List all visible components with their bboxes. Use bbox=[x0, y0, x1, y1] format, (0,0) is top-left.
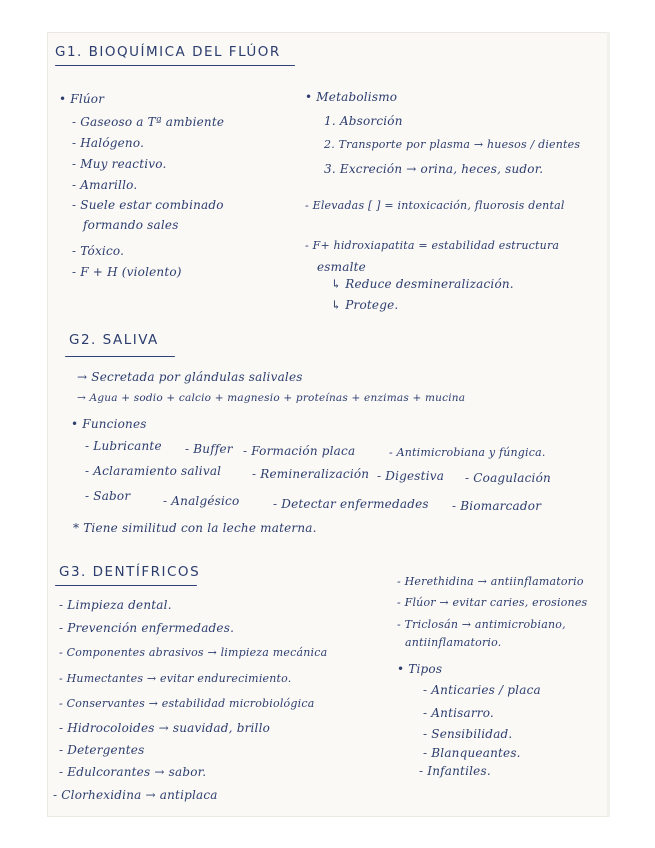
g3-left-line: - Clorhexidina → antiplaca bbox=[53, 788, 218, 802]
g2-function: - Antimicrobiana y fúngica. bbox=[389, 446, 546, 459]
g1-right-line: esmalte bbox=[317, 260, 366, 274]
g3-right-line: - Infantiles. bbox=[419, 764, 491, 778]
g1-left-line: - Halógeno. bbox=[72, 136, 145, 150]
g3-left-line: - Hidrocoloides → suavidad, brillo bbox=[59, 721, 271, 735]
g2-function: - Lubricante bbox=[85, 439, 162, 453]
g2-function: - Aclaramiento salival bbox=[85, 464, 222, 478]
g1-left-line: • Flúor bbox=[59, 92, 105, 106]
g1-left-line: formando sales bbox=[83, 218, 179, 232]
g1-left-line: - Tóxico. bbox=[72, 244, 125, 258]
g1-left-line: - Gaseoso a Tª ambiente bbox=[72, 115, 225, 129]
g1-right-line: 2. Transporte por plasma → huesos / dientes bbox=[324, 138, 581, 151]
g2-note: * Tiene similitud con la leche materna. bbox=[73, 521, 317, 535]
g3-left-line: - Componentes abrasivos → limpieza mecánica bbox=[59, 646, 328, 659]
g3-right-line: - Blanqueantes. bbox=[423, 746, 521, 760]
g2-line: • Funciones bbox=[71, 417, 147, 431]
g3-left-line: - Conservantes → estabilidad microbiológica bbox=[59, 697, 315, 710]
g1-right-line: 3. Excreción → orina, heces, sudor. bbox=[324, 162, 544, 176]
g3-title-underline bbox=[55, 585, 197, 586]
g3-right-line: - Triclosán → antimicrobiano, bbox=[397, 618, 566, 631]
g2-line: → Agua + sodio + calcio + magnesio + proteínas + enzimas + mucina bbox=[77, 392, 466, 404]
notes-page bbox=[47, 32, 610, 817]
g1-left-line: - Suele estar combinado bbox=[72, 198, 224, 212]
g2-title-underline bbox=[65, 356, 175, 357]
g2-function: - Buffer bbox=[185, 442, 233, 456]
g3-left-line: - Detergentes bbox=[59, 743, 145, 757]
g2-function: - Formación placa bbox=[243, 444, 356, 458]
g3-right-line: antiinflamatorio. bbox=[405, 636, 502, 649]
g2-function: - Coagulación bbox=[465, 471, 551, 485]
g1-title: G1. BIOQUÍMICA DEL FLÚOR bbox=[55, 44, 281, 60]
g3-right-line: - Herethidina → antiinflamatorio bbox=[397, 575, 584, 588]
g2-title: G2. SALIVA bbox=[69, 332, 159, 348]
page-edge bbox=[607, 32, 610, 817]
g3-right-line: - Anticaries / placa bbox=[423, 683, 541, 697]
g2-line: → Secretada por glándulas salivales bbox=[77, 370, 303, 384]
g3-right-line: - Antisarro. bbox=[423, 706, 494, 720]
g2-function: - Detectar enfermedades bbox=[273, 497, 429, 511]
g1-left-line: - F + H (violento) bbox=[72, 265, 182, 279]
g1-right-line: ↳ Protege. bbox=[331, 298, 399, 312]
g1-right-line: ↳ Reduce desmineralización. bbox=[331, 277, 514, 291]
g1-right-line: 1. Absorción bbox=[324, 114, 403, 128]
g3-left-line: - Prevención enfermedades. bbox=[59, 621, 235, 635]
g1-title-underline bbox=[55, 65, 295, 66]
g3-right-line: - Flúor → evitar caries, erosiones bbox=[397, 596, 588, 609]
g1-right-line: - F+ hidroxiapatita = estabilidad estructura bbox=[305, 239, 560, 252]
g3-title: G3. DENTÍFRICOS bbox=[59, 564, 201, 580]
g1-right-line: - Elevadas [ ] = intoxicación, fluorosis dental bbox=[305, 199, 565, 212]
g3-right-line: - Sensibilidad. bbox=[423, 727, 513, 741]
g3-left-line: - Limpieza dental. bbox=[59, 598, 172, 612]
g3-left-line: - Edulcorantes → sabor. bbox=[59, 765, 207, 779]
g1-left-line: - Muy reactivo. bbox=[72, 157, 167, 171]
g1-left-line: - Amarillo. bbox=[72, 178, 138, 192]
g1-right-line: • Metabolismo bbox=[305, 90, 398, 104]
g3-right-line: • Tipos bbox=[397, 662, 443, 676]
g2-function: - Remineralización bbox=[252, 467, 370, 481]
g2-function: - Sabor bbox=[85, 489, 131, 503]
g2-function: - Biomarcador bbox=[452, 499, 542, 513]
g2-function: - Digestiva bbox=[377, 469, 445, 483]
g3-left-line: - Humectantes → evitar endurecimiento. bbox=[59, 672, 292, 685]
g2-function: - Analgésico bbox=[163, 494, 240, 508]
